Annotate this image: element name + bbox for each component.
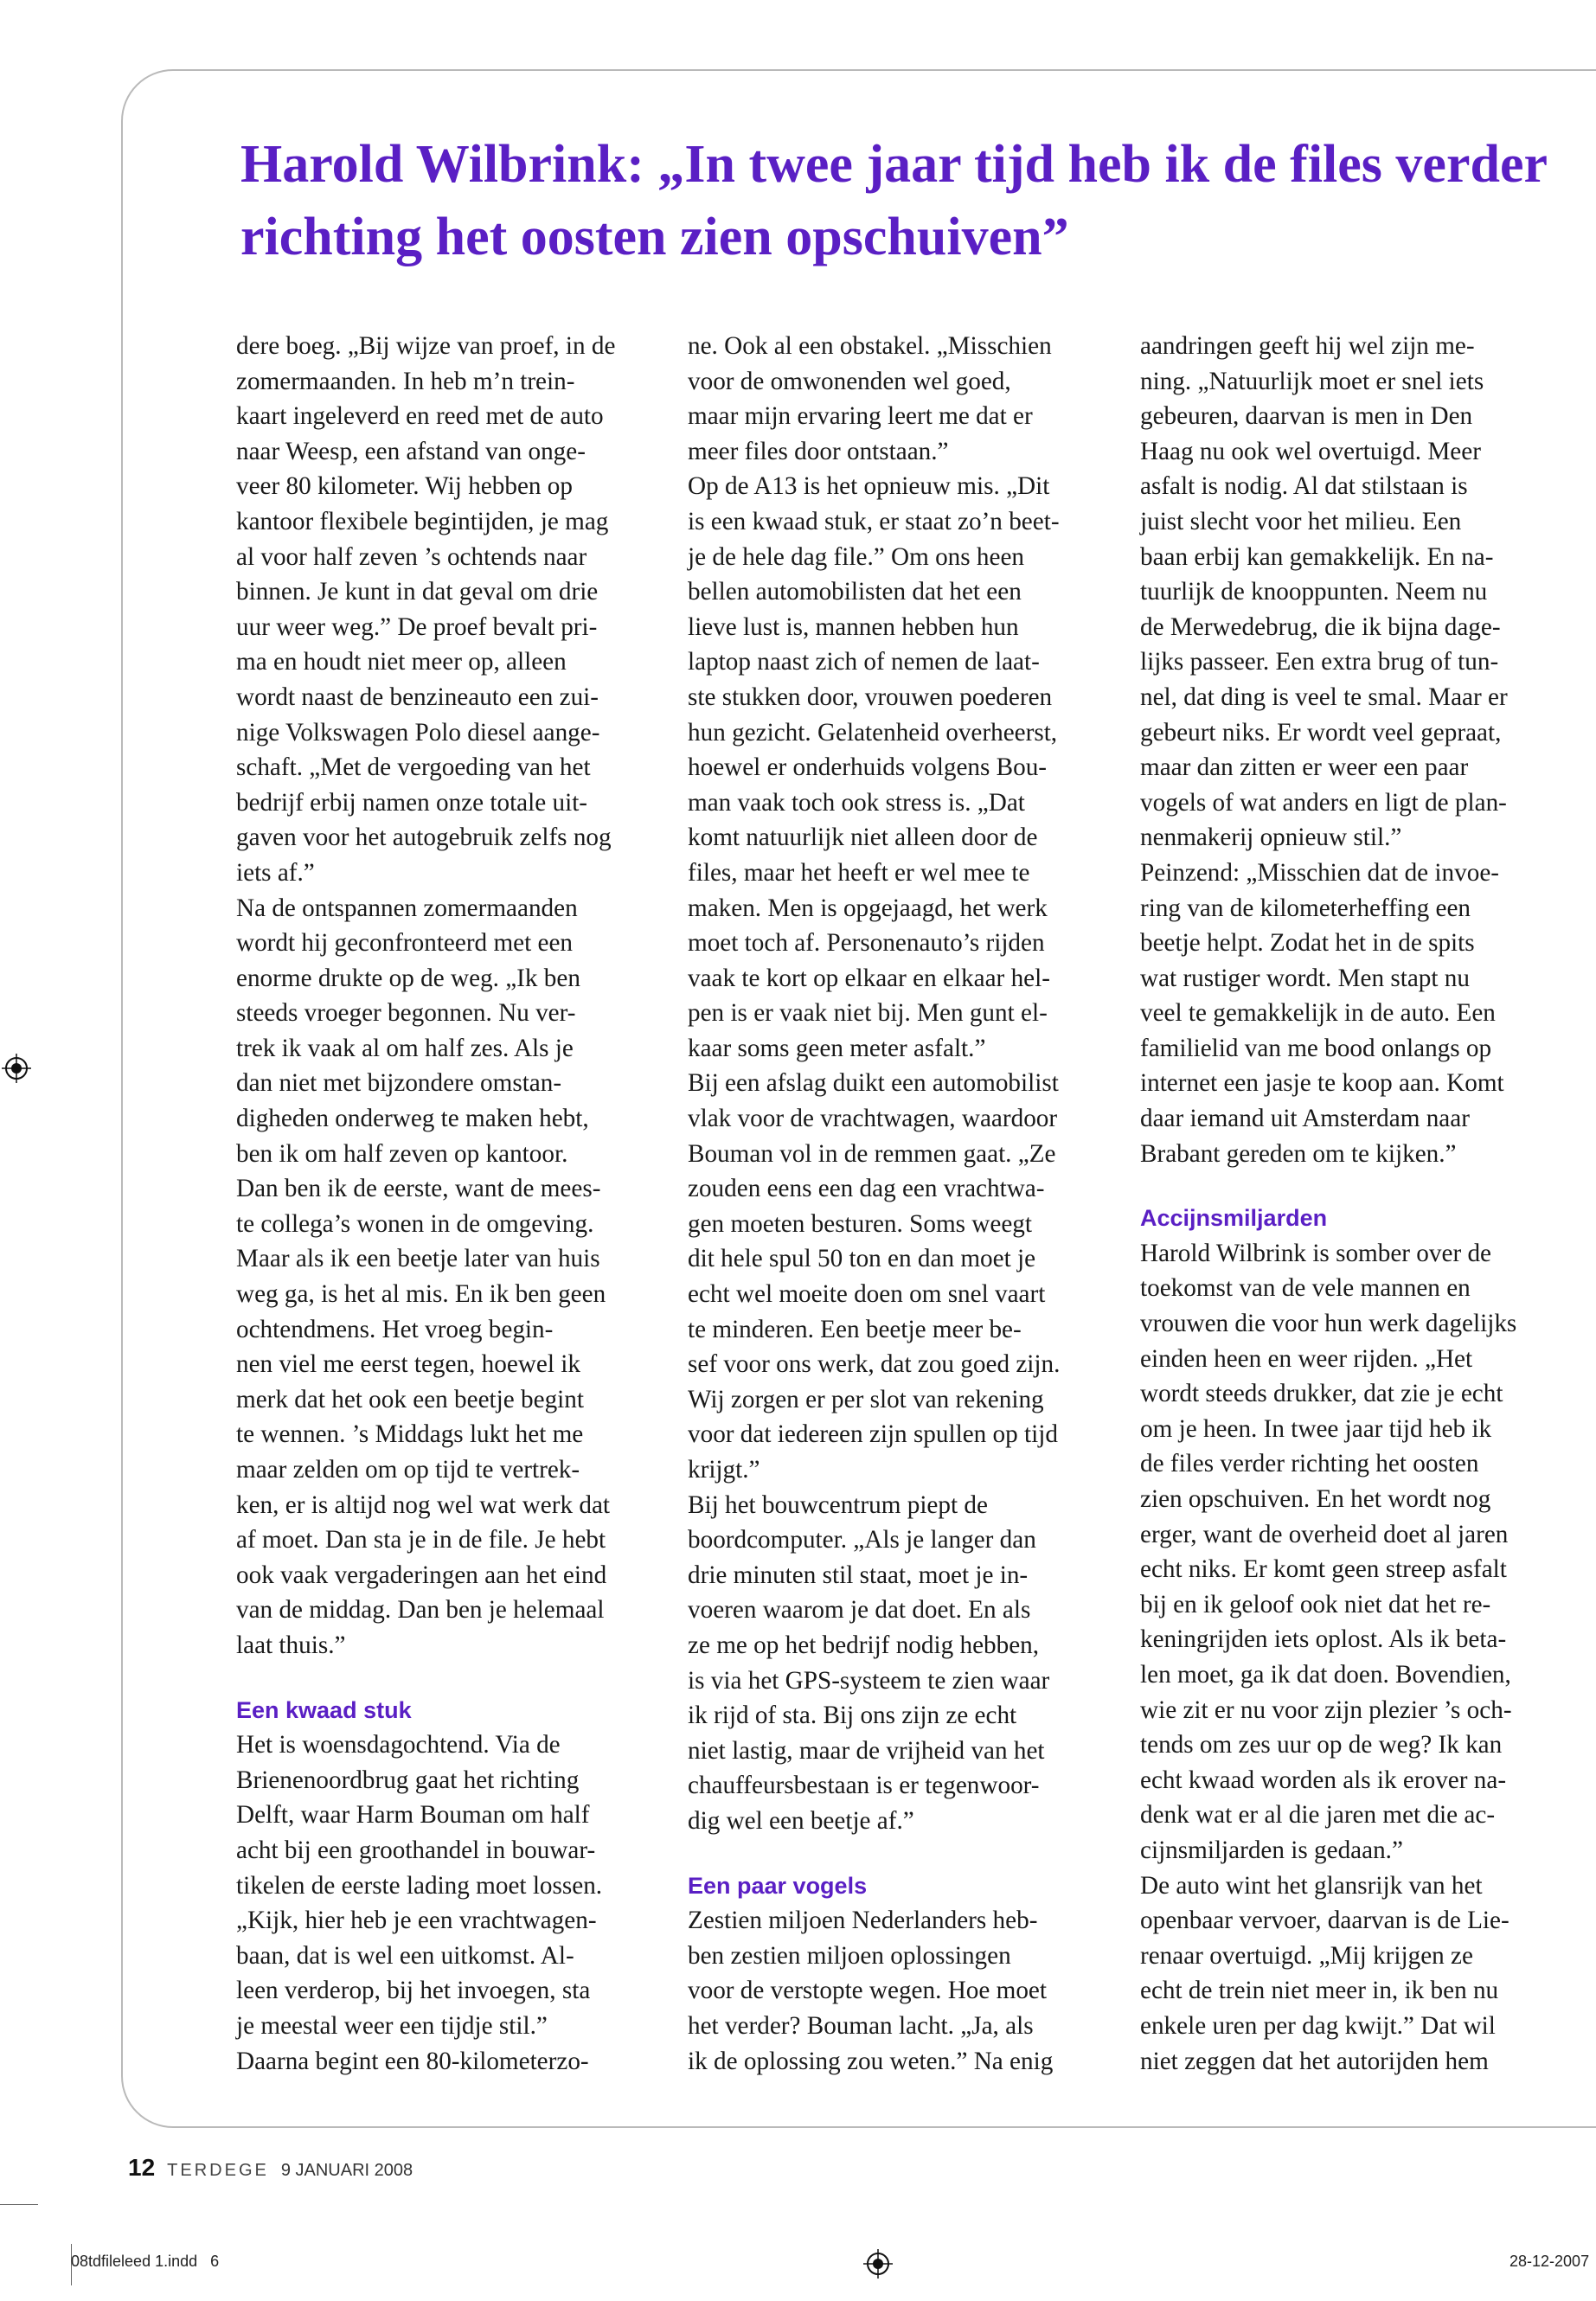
text-line: ik de oplossing zou weten.” Na enig xyxy=(688,2047,1054,2075)
text-line: ben zestien miljoen oplossingen xyxy=(688,1941,1011,1970)
text-line: ring van de kilometerheffing een xyxy=(1140,894,1471,922)
text-line: maken. Men is opgejaagd, het werk xyxy=(688,894,1048,922)
text-line: wat rustiger wordt. Men stapt nu xyxy=(1140,964,1470,992)
text-line: gebeuren, daarvan is men in Den xyxy=(1140,402,1473,431)
text-line: ze me op het bedrijf nodig hebben, xyxy=(688,1631,1040,1659)
text-line: steeds vroeger begonnen. Nu ver- xyxy=(236,999,576,1028)
text-line: echt kwaad worden als ik erover na- xyxy=(1140,1766,1507,1794)
text-line: baan, dat is wel een uitkomst. Al- xyxy=(236,1941,574,1970)
text-line: echt niks. Er komt geen streep asfalt xyxy=(1140,1555,1507,1584)
text-line: sef voor ons werk, dat zou goed zijn. xyxy=(688,1350,1061,1379)
text-line: dan niet met bijzondere omstan- xyxy=(236,1069,562,1098)
text-line: Het is woensdagochtend. Via de xyxy=(236,1731,561,1759)
section-heading: Een paar vogels xyxy=(688,1872,868,1899)
text-line: binnen. Je kunt in dat geval om drie xyxy=(236,578,599,606)
paragraph xyxy=(688,1066,1120,1487)
text-line: toekomst van de vele mannen en xyxy=(1140,1274,1471,1303)
text-line: tikelen de eerste lading moet lossen. xyxy=(236,1871,603,1900)
paragraph xyxy=(1140,329,1573,856)
paragraph xyxy=(688,329,1120,469)
text-line: vogels of wat anders en ligt de plan- xyxy=(1140,788,1507,817)
text-line: denk wat er al die jaren met die ac- xyxy=(1140,1801,1496,1830)
text-line: De auto wint het glansrijk van het xyxy=(1140,1871,1483,1900)
text-line: te collega’s wonen in de omgeving. xyxy=(236,1209,594,1238)
text-line: vlak voor de vrachtwagen, waardoor xyxy=(688,1105,1058,1133)
text-line: zien opschuiven. En het wordt nog xyxy=(1140,1485,1491,1513)
text-line: len moet, ga ik dat doen. Bovendien, xyxy=(1140,1660,1511,1689)
text-line: nen viel me eerst tegen, hoewel ik xyxy=(236,1350,580,1379)
text-line: zomermaanden. In heb m’n trein- xyxy=(236,367,575,395)
text-line: Harold Wilbrink is somber over de xyxy=(1140,1239,1492,1267)
text-line: kantoor flexibele begintijden, je mag xyxy=(236,507,609,535)
text-line: Delft, waar Harm Bouman om half xyxy=(236,1801,590,1830)
text-line: trek ik vaak al om half zes. Als je xyxy=(236,1034,574,1062)
paragraph xyxy=(236,329,669,891)
text-line: wordt naast de benzineauto een zui- xyxy=(236,683,599,711)
text-line: nel, dat ding is veel te smal. Maar er xyxy=(1140,683,1508,711)
text-line: hun gezicht. Gelatenheid overheerst, xyxy=(688,718,1058,747)
text-line: beetje helpt. Zodat het in de spits xyxy=(1140,929,1475,958)
text-line: naar Weesp, een afstand van onge- xyxy=(236,437,586,465)
text-line: Wij zorgen er per slot van rekening xyxy=(688,1385,1044,1413)
magazine-name: TERDEGE xyxy=(167,2161,269,2180)
paragraph xyxy=(1140,1868,1573,2080)
text-line: Haag nu ook wel overtuigd. Meer xyxy=(1140,437,1481,465)
text-line: ning. „Natuurlijk moet er snel iets xyxy=(1140,367,1484,395)
article-column-1 xyxy=(236,329,669,2079)
text-line: bellen automobilisten dat het een xyxy=(688,578,1022,606)
text-line: krijgt.” xyxy=(688,1456,760,1484)
text-line: veel te gemakkelijk in de auto. Een xyxy=(1140,999,1496,1028)
text-line: is een kwaad stuk, er staat zo’n beet- xyxy=(688,507,1060,535)
text-line: echt wel moeite doen om snel vaart xyxy=(688,1280,1046,1309)
text-line: dere boeg. „Bij wijze van proef, in de xyxy=(236,332,616,360)
page-title: Harold Wilbrink: „In twee jaar tijd heb ik de files verder richting het oosten zien opschuiven” xyxy=(240,135,1547,266)
text-line: te wennen. ’s Middags lukt het me xyxy=(236,1420,584,1449)
text-line: leen verderop, bij het invoegen, sta xyxy=(236,1977,591,2005)
text-line: uur weer weg.” De proef bevalt pri- xyxy=(236,612,598,641)
text-line: laat thuis.” xyxy=(236,1631,346,1659)
text-line: vaak te kort op elkaar en elkaar hel- xyxy=(688,964,1050,992)
text-line: tuurlijk de knooppunten. Neem nu xyxy=(1140,578,1488,606)
paragraph xyxy=(688,1488,1120,1839)
registration-mark-icon xyxy=(863,2249,893,2279)
text-line: wie zit er nu voor zijn plezier ’s och- xyxy=(1140,1695,1512,1724)
text-line: „Kijk, hier heb je een vrachtwagen- xyxy=(236,1907,597,1935)
text-line: voor de omwonenden wel goed, xyxy=(688,367,1011,395)
text-line: keningrijden iets oplost. Als ik beta- xyxy=(1140,1625,1507,1654)
paragraph xyxy=(688,469,1120,1066)
text-line: juist slecht voor het milieu. Een xyxy=(1140,507,1462,535)
crop-mark xyxy=(0,2204,38,2205)
text-line: enkele uren per dag kwijt.” Dat wil xyxy=(1140,2011,1496,2040)
text-line: iets af.” xyxy=(236,858,315,887)
text-line: openbaar vervoer, daarvan is de Lie- xyxy=(1140,1907,1509,1935)
paragraph xyxy=(236,891,669,1663)
text-line: nige Volkswagen Polo diesel aange- xyxy=(236,718,600,747)
text-line: van de middag. Dan ben je helemaal xyxy=(236,1596,605,1625)
text-line: Na de ontspannen zomermaanden xyxy=(236,894,578,922)
text-line: schaft. „Met de vergoeding van het xyxy=(236,753,591,782)
text-line: bedrijf erbij namen onze totale uit- xyxy=(236,788,588,817)
text-line: ook vaak vergaderingen aan het eind xyxy=(236,1561,607,1589)
text-line: weg ga, is het al mis. En ik ben geen xyxy=(236,1280,606,1309)
text-line: Brienenoordbrug gaat het richting xyxy=(236,1766,580,1794)
text-line: cijnsmiljarden is gedaan.” xyxy=(1140,1836,1403,1864)
text-line: bij en ik geloof ook niet dat het re- xyxy=(1140,1590,1491,1618)
text-line: boordcomputer. „Als je langer dan xyxy=(688,1526,1036,1554)
text-line: baan erbij kan gemakkelijk. En na- xyxy=(1140,542,1494,571)
text-line: voor de verstopte wegen. Hoe moet xyxy=(688,1977,1047,2005)
text-line: je meestal weer een tijdje stil.” xyxy=(236,2011,548,2040)
text-line: familielid van me bood onlangs op xyxy=(1140,1034,1492,1062)
text-line: hoewel er onderhuids volgens Bou- xyxy=(688,753,1048,782)
paragraph xyxy=(688,1903,1120,2079)
section-heading: Accijnsmiljarden xyxy=(1140,1205,1328,1232)
text-line: acht bij een groothandel in bouwar- xyxy=(236,1836,596,1864)
text-line: Peinzend: „Misschien dat de invoe- xyxy=(1140,858,1499,887)
text-line: ik rijd of sta. Bij ons zijn ze echt xyxy=(688,1702,1017,1730)
slug-filename: 08tdfileleed 1.indd 6 xyxy=(71,2253,220,2270)
text-line: wordt steeds drukker, dat zie je echt xyxy=(1140,1380,1503,1408)
paragraph xyxy=(1140,1236,1573,1868)
text-line: ben ik om half zeven op kantoor. xyxy=(236,1139,568,1168)
text-line: maar mijn ervaring leert me dat er xyxy=(688,402,1033,431)
text-line: man vaak toch ook stress is. „Dat xyxy=(688,788,1025,817)
text-line: laptop naast zich of nemen de laat- xyxy=(688,648,1040,676)
text-line: kaart ingeleverd en reed met de auto xyxy=(236,402,604,431)
registration-mark-icon xyxy=(2,1054,31,1083)
paragraph xyxy=(1140,856,1573,1171)
text-line: het verder? Bouman lacht. „Ja, als xyxy=(688,2011,1034,2040)
text-line: om je heen. In twee jaar tijd heb ik xyxy=(1140,1414,1492,1443)
text-line: komt natuurlijk niet alleen door de xyxy=(688,824,1038,852)
text-line: wordt hij geconfronteerd met een xyxy=(236,929,574,958)
text-line: voor dat iedereen zijn spullen op tijd xyxy=(688,1420,1058,1449)
text-line: Maar als ik een beetje later van huis xyxy=(236,1245,600,1273)
text-line: enorme drukte op de weg. „Ik ben xyxy=(236,964,580,992)
text-line: kaar soms geen meter asfalt.” xyxy=(688,1034,986,1062)
text-line: nenmakerij opnieuw stil.” xyxy=(1140,824,1402,852)
text-line: files, maar het heeft er wel mee te xyxy=(688,858,1030,887)
text-line: voeren waarom je dat doet. En als xyxy=(688,1596,1031,1625)
text-line: internet een jasje te koop aan. Komt xyxy=(1140,1069,1504,1098)
page-footer xyxy=(128,2154,413,2182)
text-line: aandringen geeft hij wel zijn me- xyxy=(1140,332,1475,360)
text-line: ochtendmens. Het vroeg begin- xyxy=(236,1315,554,1343)
text-line: chauffeursbestaan is er tegenwoor- xyxy=(688,1772,1040,1800)
text-line: renaar overtuigd. „Mij krijgen ze xyxy=(1140,1941,1473,1970)
text-line: maar dan zitten er weer een paar xyxy=(1140,753,1469,782)
text-line: moet toch af. Personenauto’s rijden xyxy=(688,929,1045,958)
text-line: de Merwedebrug, die ik bijna dage- xyxy=(1140,612,1501,641)
text-line: Bij een afslag duikt een automobilist xyxy=(688,1069,1059,1098)
text-line: te minderen. Een beetje meer be- xyxy=(688,1315,1022,1343)
text-line: lijks passeer. Een extra brug of tun- xyxy=(1140,648,1499,676)
text-line: erger, want de overheid doet al jaren xyxy=(1140,1520,1509,1548)
paragraph xyxy=(236,1727,669,2079)
text-line: al voor half zeven ’s ochtends naar xyxy=(236,542,587,571)
text-line: is via het GPS-systeem te zien waar xyxy=(688,1666,1050,1695)
text-line: daar iemand uit Amsterdam naar xyxy=(1140,1105,1470,1133)
text-line: gebeurt niks. Er wordt veel gepraat, xyxy=(1140,718,1502,747)
text-line: af moet. Dan sta je in de file. Je hebt xyxy=(236,1526,606,1554)
text-line: vrouwen die voor hun werk dagelijks xyxy=(1140,1310,1517,1338)
text-line: einden heen en weer rijden. „Het xyxy=(1140,1344,1473,1373)
page-number: 12 xyxy=(128,2154,156,2181)
text-line: Op de A13 is het opnieuw mis. „Dit xyxy=(688,472,1050,501)
text-line: Daarna begint een 80-kilometerzo- xyxy=(236,2047,589,2075)
text-line: asfalt is nodig. Al dat stilstaan is xyxy=(1140,472,1468,501)
article-column-2 xyxy=(688,329,1120,2079)
text-line: drie minuten stil staat, moet je in- xyxy=(688,1561,1029,1589)
text-line: digheden onderweg te maken hebt, xyxy=(236,1105,589,1133)
text-line: tends om zes uur op de weg? Ik kan xyxy=(1140,1731,1503,1759)
text-line: dit hele spul 50 ton en dan moet je xyxy=(688,1245,1036,1273)
text-line: ken, er is altijd nog wel wat werk dat xyxy=(236,1490,611,1519)
text-line: maar zelden om op tijd te vertrek- xyxy=(236,1456,580,1484)
text-line: pen is er vaak niet bij. Men gunt el- xyxy=(688,999,1048,1028)
slug-date: 28-12-2007 xyxy=(1509,2253,1590,2270)
text-line: ste stukken door, vrouwen poederen xyxy=(688,683,1053,711)
section-heading: Een kwaad stuk xyxy=(236,1696,412,1723)
article-column-3 xyxy=(1140,329,1573,2079)
text-line: meer files door ontstaan.” xyxy=(688,437,949,465)
text-line: je de hele dag file.” Om ons heen xyxy=(688,542,1025,571)
text-line: gaven voor het autogebruik zelfs nog xyxy=(236,824,612,852)
text-line: Brabant gereden om te kijken.” xyxy=(1140,1139,1457,1168)
issue-date: 9 JANUARI 2008 xyxy=(280,2161,413,2180)
text-line: echt de trein niet meer in, ik ben nu xyxy=(1140,1977,1499,2005)
text-line: merk dat het ook een beetje begint xyxy=(236,1385,584,1413)
text-line: gen moeten besturen. Soms weegt xyxy=(688,1209,1032,1238)
text-line: Bouman vol in de remmen gaat. „Ze xyxy=(688,1139,1056,1168)
text-line: de files verder richting het oosten xyxy=(1140,1450,1479,1478)
text-line: dig wel een beetje af.” xyxy=(688,1806,914,1835)
text-line: ne. Ook al een obstakel. „Misschien xyxy=(688,332,1052,360)
text-line: niet lastig, maar de vrijheid van het xyxy=(688,1736,1045,1765)
text-line: ma en houdt niet meer op, alleen xyxy=(236,648,567,676)
text-line: veer 80 kilometer. Wij hebben op xyxy=(236,472,573,501)
text-line: zouden eens een dag een vrachtwa- xyxy=(688,1175,1045,1203)
text-line: lieve lust is, mannen hebben hun xyxy=(688,612,1019,641)
text-line: Zestien miljoen Nederlanders heb- xyxy=(688,1907,1038,1935)
text-line: Bij het bouwcentrum piept de xyxy=(688,1490,988,1519)
text-line: niet zeggen dat het autorijden hem xyxy=(1140,2047,1489,2075)
text-line: Dan ben ik de eerste, want de mees- xyxy=(236,1175,601,1203)
